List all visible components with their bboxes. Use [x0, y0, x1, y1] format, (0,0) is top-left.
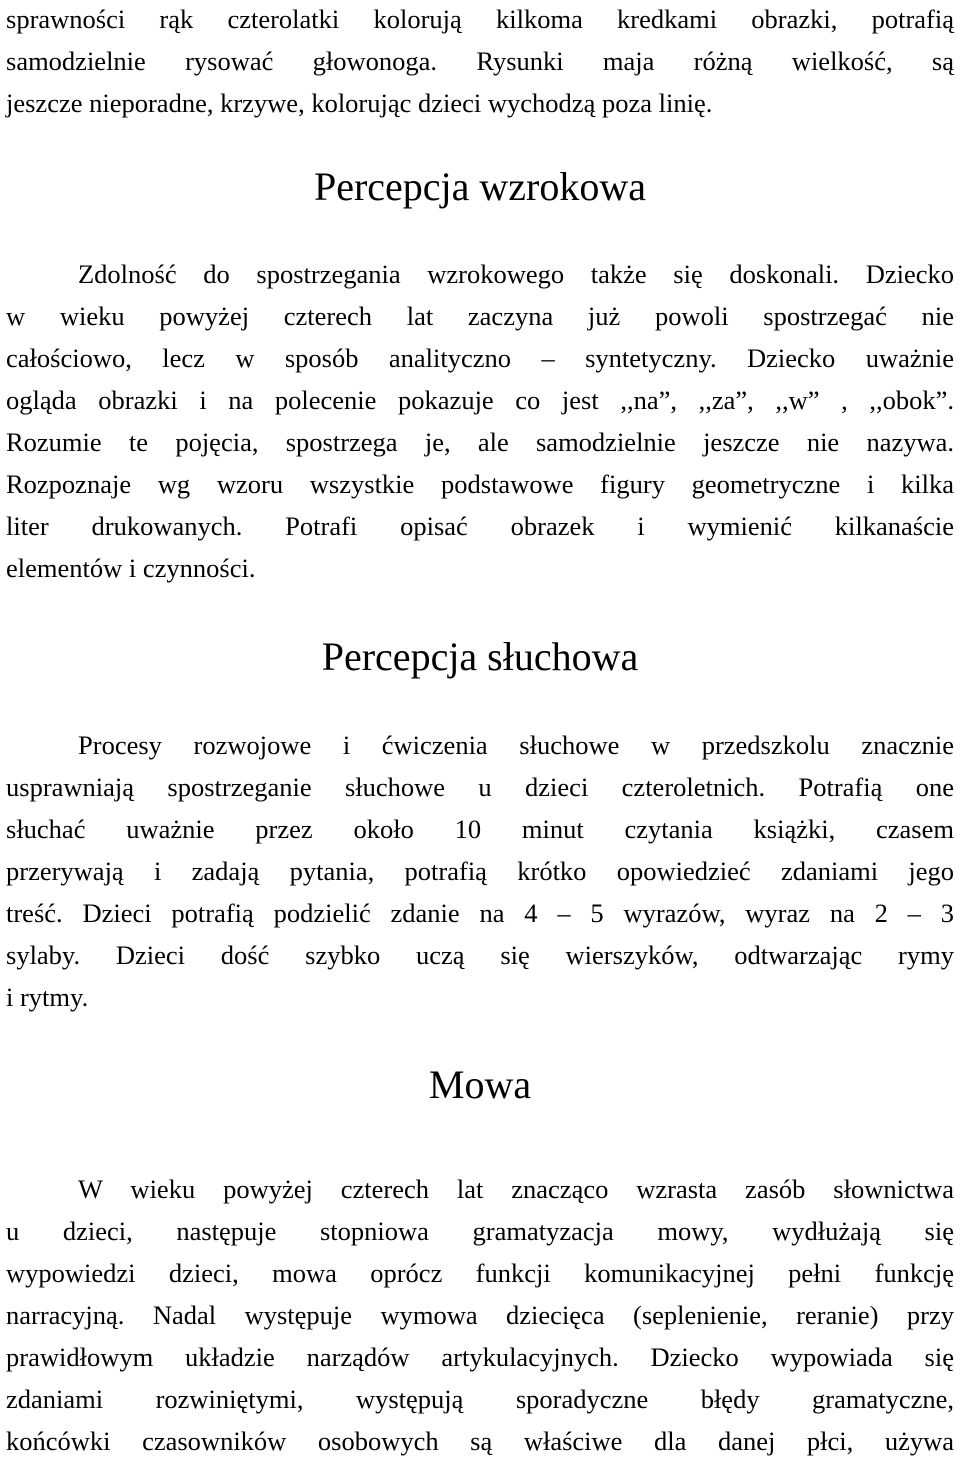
paragraph-line: Procesy rozwojowe i ćwiczenia słuchowe w przedszkolu znacznie — [78, 730, 954, 760]
paragraph-line: Rozumie te pojęcia, spostrzega je, ale samodzielnie jeszcze nie nazywa. — [6, 427, 954, 457]
intro-paragraph — [6, 0, 954, 124]
section-heading-visual-perception: Percepcja wzrokowa — [313, 164, 647, 209]
paragraph-line: wypowiedzi dzieci, mowa oprócz funkcji komunikacyjnej pełni funkcję — [6, 1258, 954, 1288]
paragraph-line: usprawniają spostrzeganie słuchowe u dzieci czteroletnich. Potrafią one — [6, 772, 954, 802]
paragraph-line: słuchać uważnie przez około 10 minut czytania książki, czasem — [6, 814, 954, 844]
paragraph-line: jeszcze nieporadne, krzywe, kolorując dzieci wychodzą poza linię. — [6, 88, 713, 118]
speech-paragraph — [6, 1168, 954, 1462]
paragraph-line: u dzieci, następuje stopniowa gramatyzacja mowy, wydłużają się — [6, 1216, 954, 1246]
paragraph-line: samodzielnie rysować głowonoga. Rysunki maja różną wielkość, są — [6, 46, 954, 76]
paragraph-line: narracyjną. Nadal występuje wymowa dziecięca (seplenienie, reranie) przy — [6, 1300, 954, 1330]
auditory-perception-paragraph — [6, 724, 954, 1018]
paragraph-line: końcówki czasowników osobowych są właściwe dla danej płci, używa — [6, 1426, 954, 1456]
paragraph-line: i rytmy. — [6, 982, 89, 1012]
paragraph-line: sprawności rąk czterolatki kolorują kilkoma kredkami obrazki, potrafią — [6, 4, 954, 34]
paragraph-line: liter drukowanych. Potrafi opisać obrazek i wymienić kilkanaście — [6, 511, 954, 541]
paragraph-line: ogląda obrazki i na polecenie pokazuje co jest ,,na”, ,,za”, ,,w” , ,,obok”. — [6, 385, 954, 415]
paragraph-line: treść. Dzieci potrafią podzielić zdanie na 4 – 5 wyrazów, wyraz na 2 – 3 — [6, 898, 954, 928]
paragraph-line: całościowo, lecz w sposób analityczno – syntetyczny. Dziecko uważnie — [6, 343, 954, 373]
paragraph-line: zdaniami rozwiniętymi, występują sporadyczne błędy gramatyczne, — [6, 1384, 954, 1414]
paragraph-line: elementów i czynności. — [6, 553, 256, 583]
paragraph-line: prawidłowym układzie narządów artykulacyjnych. Dziecko wypowiada się — [6, 1342, 954, 1372]
paragraph-line: Zdolność do spostrzegania wzrokowego także się doskonali. Dziecko — [78, 259, 954, 289]
section-heading-auditory-perception: Percepcja słuchowa — [321, 634, 639, 679]
visual-perception-paragraph — [6, 253, 954, 589]
paragraph-line: w wieku powyżej czterech lat zaczyna już powoli spostrzegać nie — [6, 301, 954, 331]
paragraph-line: sylaby. Dzieci dość szybko uczą się wierszyków, odtwarzając rymy — [6, 940, 954, 970]
paragraph-line: Rozpoznaje wg wzoru wszystkie podstawowe figury geometryczne i kilka — [6, 469, 954, 499]
paragraph-line: W wieku powyżej czterech lat znacząco wzrasta zasób słownictwa — [78, 1174, 954, 1204]
section-heading-speech: Mowa — [428, 1062, 532, 1107]
paragraph-line: przerywają i zadają pytania, potrafią krótko opowiedzieć zdaniami jego — [6, 856, 954, 886]
